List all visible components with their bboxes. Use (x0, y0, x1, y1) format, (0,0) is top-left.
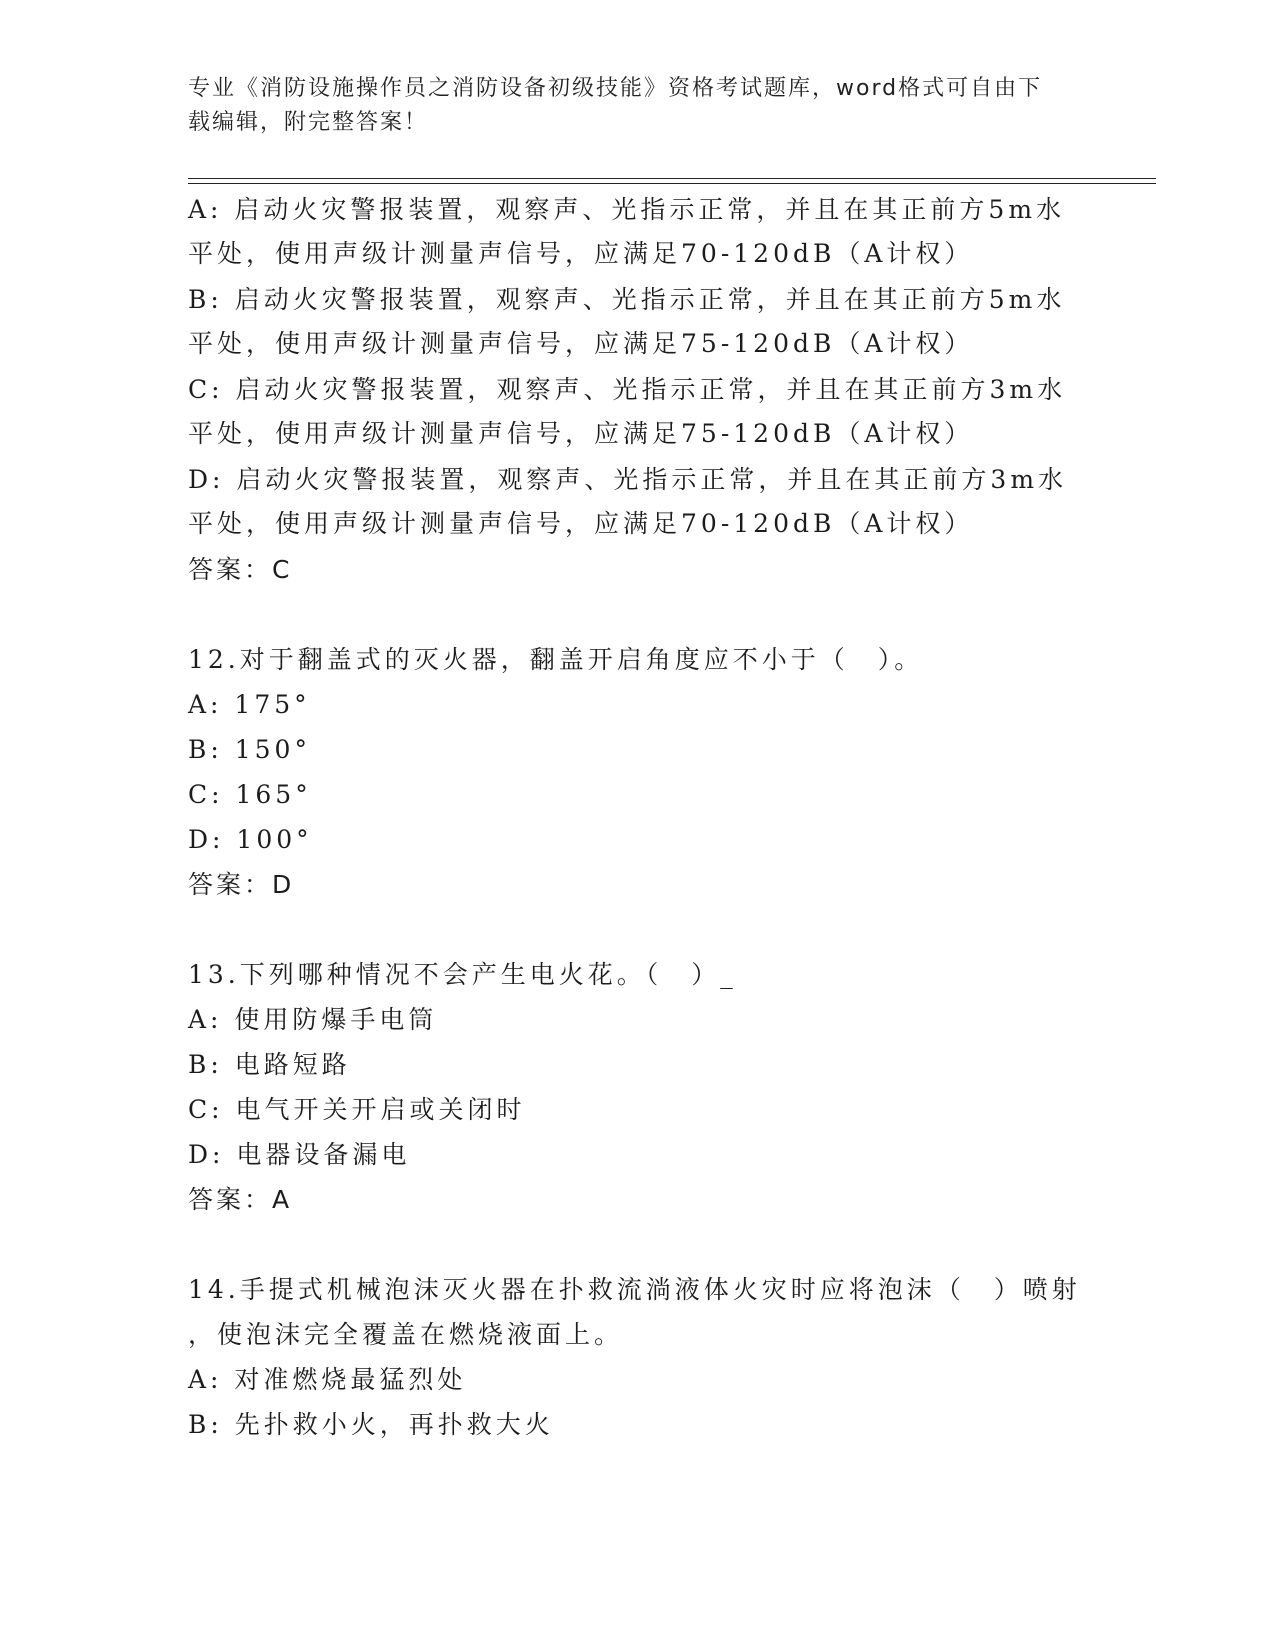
q14-option-b: B: 先扑救小火，再扑救大火 (188, 1410, 554, 1439)
q14-stem-line-1: 14.手提式机械泡沫灭火器在扑救流淌液体火灾时应将泡沫（ ）喷射 (188, 1275, 1081, 1304)
prev-option-b-line-1: B: 启动火灾警报装置，观察声、光指示正常，并且在其正前方5m水 (188, 285, 1066, 314)
prev-option-a-line-1: A: 启动火灾警报装置，观察声、光指示正常，并且在其正前方5m水 (188, 195, 1066, 224)
prev-answer: 答案：C (188, 555, 293, 584)
q13-option-d: D: 电器设备漏电 (188, 1140, 411, 1169)
header-line-2: 载编辑，附完整答案！ (188, 110, 429, 135)
prev-option-c-line-1: C: 启动火灾警报装置，观察声、光指示正常，并且在其正前方3m水 (188, 375, 1067, 404)
q13-option-b: B: 电路短路 (188, 1050, 351, 1079)
header-divider-bottom (188, 183, 1156, 184)
prev-option-a-line-2: 平处，使用声级计测量声信号，应满足70-120dB（A计权） (188, 239, 974, 268)
header-line-1: 专业《消防设施操作员之消防设备初级技能》资格考试题库，word格式可自由下 (188, 76, 1043, 101)
q12-option-a: A: 175° (188, 690, 311, 719)
prev-option-b-line-2: 平处，使用声级计测量声信号，应满足75-120dB（A计权） (188, 329, 974, 358)
prev-option-d-line-2: 平处，使用声级计测量声信号，应满足70-120dB（A计权） (188, 509, 974, 538)
document-header (188, 72, 1088, 140)
prev-option-d-line-1: D: 启动火灾警报装置，观察声、光指示正常，并且在其正前方3m水 (188, 465, 1068, 494)
q14-stem-line-2: ，使泡沫完全覆盖在燃烧液面上。 (188, 1320, 624, 1349)
q13-stem: 13.下列哪种情况不会产生电火花。（ ）_ (188, 960, 737, 989)
q13-answer: 答案：A (188, 1185, 293, 1214)
q12-option-c: C: 165° (188, 780, 312, 809)
q13-option-a: A: 使用防爆手电筒 (188, 1005, 438, 1034)
q12-option-d: D: 100° (188, 825, 313, 854)
q14-option-a: A: 对准燃烧最猛烈处 (188, 1365, 467, 1394)
q12-answer: 答案：D (188, 870, 295, 899)
q12-option-b: B: 150° (188, 735, 311, 764)
q12-stem: 12.对于翻盖式的灭火器，翻盖开启角度应不小于（ ）。 (188, 645, 924, 674)
prev-option-c-line-2: 平处，使用声级计测量声信号，应满足75-120dB（A计权） (188, 419, 974, 448)
header-divider-top (188, 178, 1156, 179)
q13-option-c: C: 电气开关开启或关闭时 (188, 1095, 526, 1124)
